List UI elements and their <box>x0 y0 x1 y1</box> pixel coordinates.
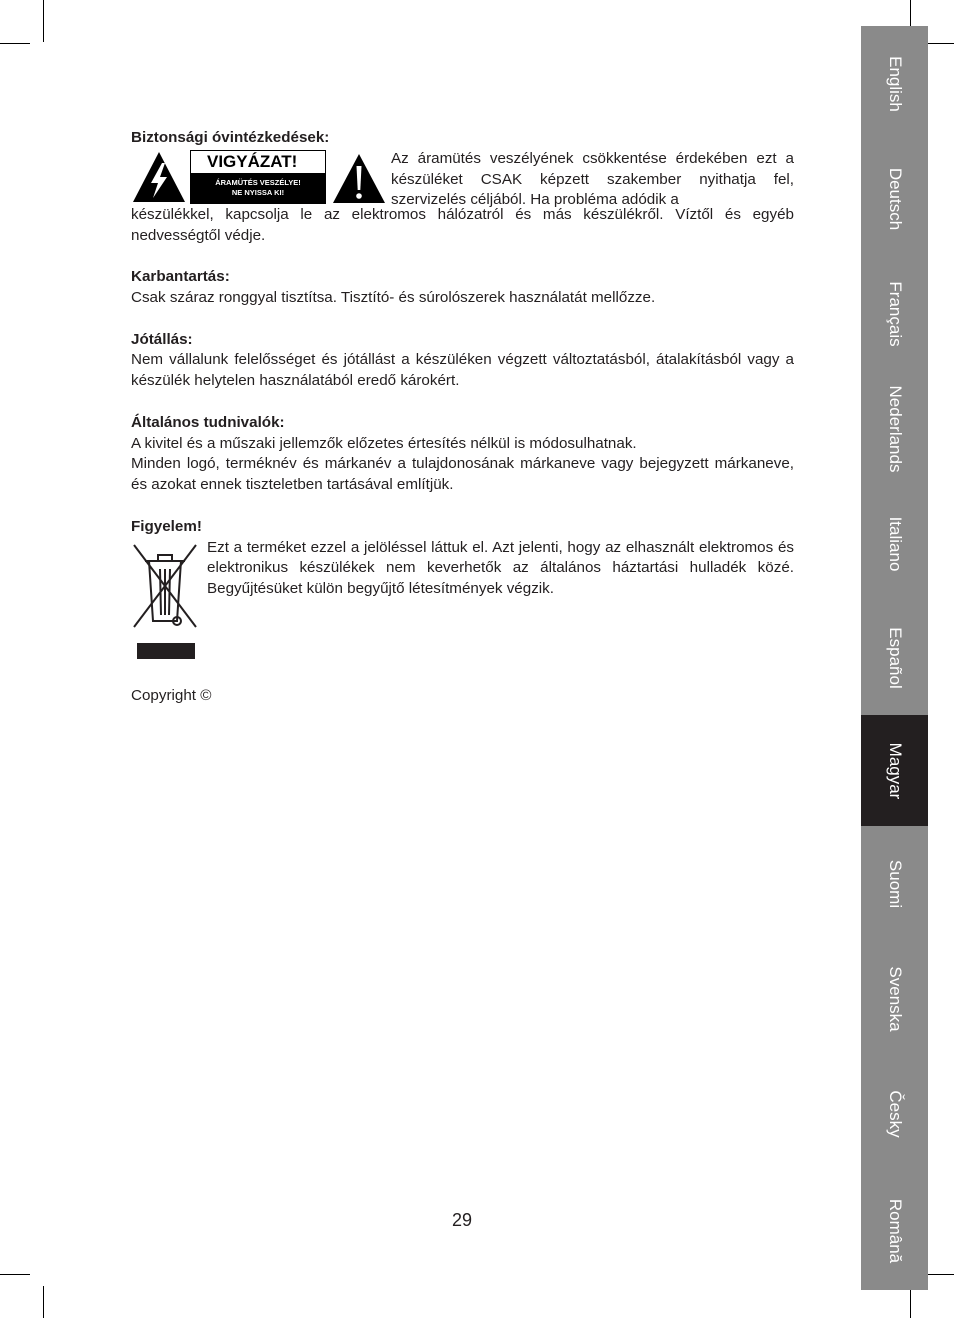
crop-mark <box>43 0 44 42</box>
caution-title: VIGYÁZAT! <box>207 151 298 171</box>
bin-bar <box>137 643 195 659</box>
crossed-out-bin-icon <box>131 541 199 631</box>
general-text-1: A kivitel és a műszaki jellemzők előzetes értesítés nélkül is módosulhatnak. <box>131 434 637 452</box>
page-number: 29 <box>451 1210 473 1230</box>
tab-label: Nederlands <box>885 385 905 472</box>
general-heading: Általános tudnivalók: <box>131 413 285 431</box>
safety-text-side: Az áramütés veszélyének csökkentése érdekében ezt a készüléket CSAK képzett szakember nyithatja fel, szervizelés céljából. Ha probléma adódik a <box>391 149 794 209</box>
tab-label: Svenska <box>885 965 905 1032</box>
caution-label <box>190 150 326 204</box>
maintenance-heading: Karbantartás: <box>131 268 230 286</box>
maintenance-text: Csak száraz ronggyal tisztítsa. Tisztító- és súrolószerek használatát mellőzze. <box>131 288 656 306</box>
warranty-heading: Jótállás: <box>131 330 193 348</box>
tab-label: Español <box>885 627 905 689</box>
tab-cesky[interactable] <box>861 1056 928 1171</box>
caution-subtext <box>191 173 325 203</box>
tab-nederlands[interactable] <box>861 371 928 486</box>
general-text-2: Minden logó, terméknév és márkanév a tulajdonosának márkaneve vagy bejegyzett márkaneve, és azokat ennek tiszteletben tartásával említjük. <box>131 455 794 494</box>
safety-text-rest: készülékkel, kapcsolja le az elektromos hálózatról és más készülékről. Víztől és egyéb nedvességtől védje. <box>131 205 794 244</box>
electric-shock-warning-icon <box>131 150 187 204</box>
caution-line-1: ÁRAMÜTÉS VESZÉLYE! <box>215 177 301 187</box>
crop-mark <box>925 1274 954 1275</box>
tab-english[interactable] <box>861 26 928 141</box>
tab-label: Magyar <box>885 742 905 799</box>
tab-svenska[interactable] <box>861 941 928 1056</box>
tab-espanol[interactable] <box>861 601 928 715</box>
crop-mark <box>910 0 911 28</box>
weee-notice <box>131 538 794 666</box>
tab-label: Česky <box>885 1089 905 1138</box>
warranty-text: Nem vállalunk felelősséget és jótállást a készüléken végzett változtatásból, átalakításból vagy a készülék helytelen használatából eredő károkért. <box>131 351 794 390</box>
crop-mark <box>0 43 30 44</box>
tab-label: Français <box>885 280 905 347</box>
tab-label: English <box>885 55 905 112</box>
crop-mark <box>925 43 954 44</box>
tab-suomi[interactable] <box>861 826 928 941</box>
attention-text: Ezt a terméket ezzel a jelöléssel láttuk el. Azt jelenti, hogy az elhasznált elektromos és elektronikus készülékek nem keverhetők az általános háztartási hulladék közé. Begyűjtésüket külön begyűjtő létesítmények végzik. <box>207 538 794 598</box>
exclamation-warning-icon <box>332 153 386 204</box>
tab-deutsch[interactable] <box>861 141 928 256</box>
safety-warning <box>131 149 794 209</box>
tab-label: Italiano <box>885 516 905 571</box>
page-content <box>131 128 794 707</box>
crop-mark <box>0 1274 30 1275</box>
copyright: Copyright © <box>131 687 212 705</box>
tab-label: Română <box>885 1198 905 1263</box>
tab-francais[interactable] <box>861 256 928 371</box>
tab-magyar[interactable] <box>861 715 928 826</box>
tab-italiano[interactable] <box>861 486 928 601</box>
tab-label: Suomi <box>885 859 905 908</box>
safety-heading: Biztonsági óvintézkedések: <box>131 129 330 146</box>
caution-line-2: NE NYISSA KI! <box>231 187 285 197</box>
tab-label: Deutsch <box>885 167 905 230</box>
language-sidebar <box>861 26 928 1290</box>
tab-romana[interactable] <box>861 1171 928 1290</box>
attention-heading: Figyelem! <box>131 517 202 535</box>
crop-mark <box>910 1290 911 1318</box>
crop-mark <box>43 1286 44 1318</box>
